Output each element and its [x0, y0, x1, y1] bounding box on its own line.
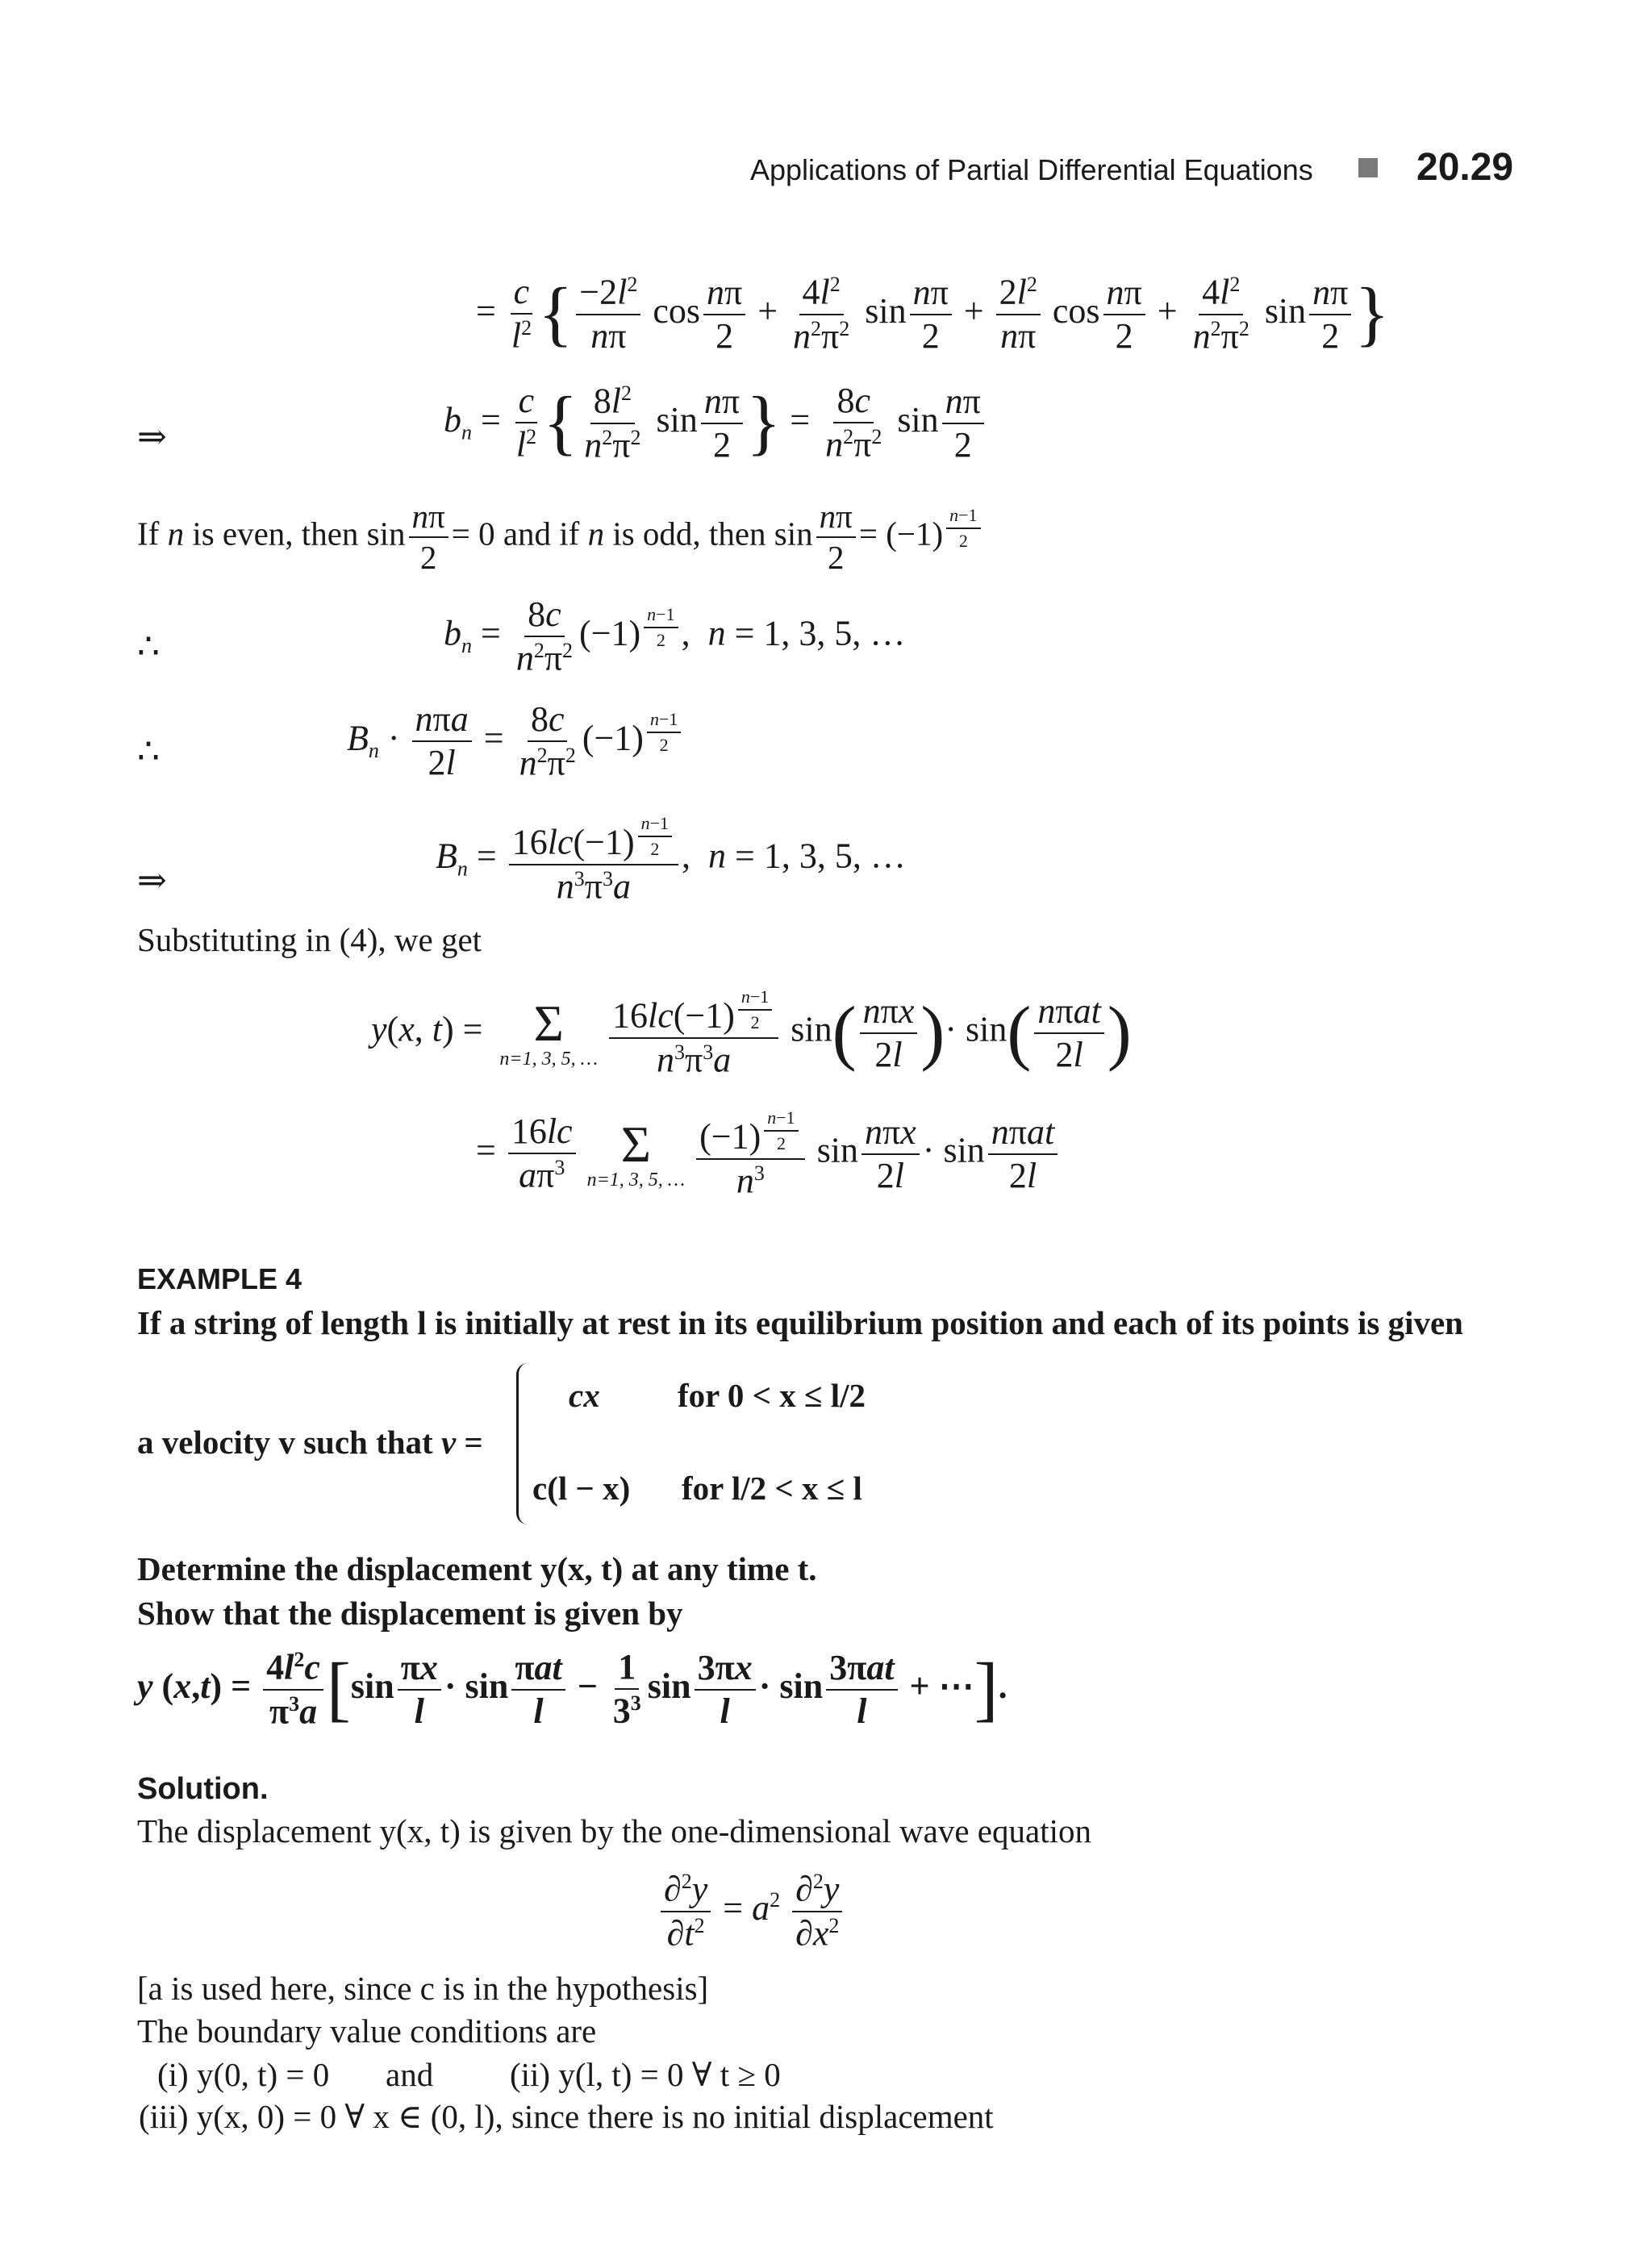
solution-heading: Solution. [137, 1772, 269, 1806]
velocity-intro-text: a velocity v such that [137, 1424, 433, 1461]
eq-bn-odd: $b_n$ = $\frac{8c}{n^2\pi^2}$ (−1) $^{\frac{n-1}{2}}$ , n = 1, 3, 5, … [444, 594, 906, 678]
implies-symbol: ⇒ [137, 861, 167, 900]
therefore-symbol: ∴ [137, 627, 160, 666]
solution-line1: The displacement y(x, t) is given by the one-dimensional wave equation [137, 1812, 1091, 1849]
eq-Bn: $B_n$ = 16lc(−1) $^{\frac{n-1}{2}}$ $n^3\pi^3a$ , n = 1, 3, 5, … [436, 813, 906, 907]
eq-expand: = $\frac{c}{l^2}$ { $\frac{-2l^2}{n\pi}$ cos $\frac{n\pi}{2}$ + $\frac{4l^2}{n^2\pi^2}$ sin $\frac{n\pi}{2}$ + $\frac{2l^2}{n\pi}$ cos $\frac{n\pi}{2}$ + $\frac{4l^2}{n^2\pi^2}$ sin $\frac{n\pi}{2}$ } [476, 272, 1390, 357]
bc-3: (iii) y(x, 0) = 0 ∀ x ∈ (0, l), since there is no initial displacement [139, 2098, 994, 2135]
problem-line1: If a string of length l is initially at rest in its equilibrium position and each of its points is given [137, 1304, 1463, 1341]
eq-y2: = $\frac{16lc}{a\pi^3}$ Σ n=1, 3, 5, … (−1) $^{\frac{n-1}{2}}$ $n^3$ sin $\frac{\text{nπx}}{2l}$ · sin $\frac{\text{nπat}}{2l}$ [476, 1109, 1061, 1199]
substituting-line: Substituting in (4), we get [137, 921, 482, 958]
example-heading: EXAMPLE 4 [137, 1262, 302, 1295]
page-number: 20.29 [1416, 146, 1514, 189]
result-equation: y (x,t) = $\frac{4l^2c}{\pi^3a}$ [sin $\frac{\pi x}{l}$ · sin $\frac{\text{πat}}{l}$ − $\frac{1}{3^3}$ sin $\frac{3\pi x}{l}$ · sin $\frac{\text{3πat}}{l}$ + ⋯]. [137, 1647, 1007, 1732]
velocity-intro: a velocity v such that v = [137, 1424, 483, 1461]
even-odd-line: If n is even, then sin $\frac{n\pi}{2}$ = 0 and if n is odd, then sin $\frac{n\pi}{2}$ = (−1) $^{\frac{n-1}{2}}$ [137, 500, 984, 574]
implies-symbol: ⇒ [137, 417, 167, 457]
therefore-symbol: ∴ [137, 732, 160, 771]
hypothesis-note: [a is used here, since c is in the hypothesis] [137, 1970, 709, 2007]
piece1-value: cx [569, 1377, 600, 1414]
bc-and: and [386, 2056, 434, 2093]
determine-line: Determine the displacement y(x, t) at any time t. [137, 1550, 817, 1587]
running-title: Applications of Partial Differential Equations [750, 153, 1313, 186]
show-that-line: Show that the displacement is given by [137, 1595, 683, 1632]
eq-y1: y(x, t) = Σ n=1, 3, 5, … 16lc(−1) $^{\frac{n-1}{2}}$ $n^3\pi^3a$ sin( $\frac{\text{nπx}}{2l}$ )· sin( $\frac{\text{nπat}}{2l}$ ) [371, 986, 1132, 1080]
bc-1: (i) y(0, t) = 0 [157, 2056, 330, 2093]
bc-2: (ii) y(l, t) = 0 ∀ t ≥ 0 [510, 2056, 781, 2093]
piece2-value: c(l − x) [532, 1470, 631, 1507]
wave-equation: $\frac{\partial^2y}{\partial t^2}$ = $a^2$ $\frac{\partial^2y}{\partial x^2}$ [657, 1871, 845, 1951]
piece2-cond: for l/2 < x ≤ l [682, 1470, 862, 1507]
eq-Bn-rel: $B_n$ · $\frac{\text{nπa}}{2l}$ = $\frac{8c}{n^2\pi^2}$ (−1) $^{\frac{n-1}{2}}$ [347, 702, 684, 782]
piece1-cond: for 0 < x ≤ l/2 [678, 1377, 866, 1414]
eq-bn: $b_n$ = $\frac{c}{l^2}$ { $\frac{8l^2}{n^2\pi^2}$ sin $\frac{n\pi}{2}$ } = $\frac{8c}{n^2\pi^2}$ sin $\frac{n\pi}{2}$ [444, 383, 987, 463]
bc-intro: The boundary value conditions are [137, 2012, 597, 2050]
